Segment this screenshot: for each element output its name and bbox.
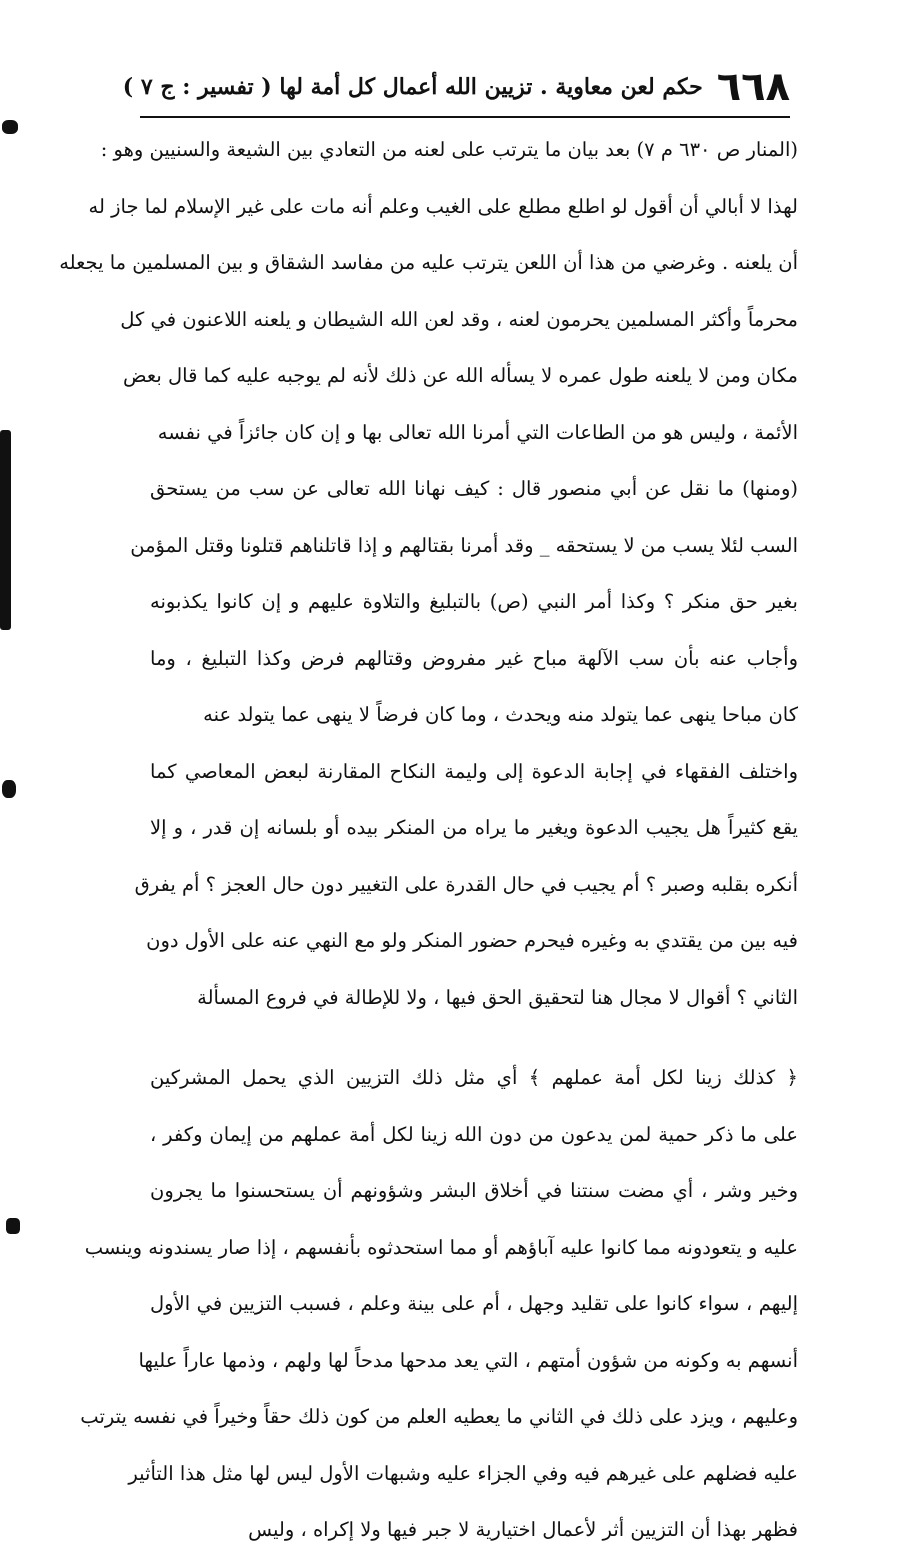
text-line: فيه بين من يقتدي به وغيره فيحرم حضور المنكر ولو مع النهي عنه على الأول دون — [146, 929, 798, 952]
margin-ink-blot — [6, 1218, 20, 1234]
text-line: بغير حق منكر ؟ وكذا أمر النبي (ص) بالتبليغ والتلاوة عليهم و إن كانوا يكذبونه — [150, 590, 798, 613]
paragraph — [130, 461, 798, 744]
text-line: أنكره بقلبه وصبر ؟ أم يجيب في حال القدرة على التغيير دون حال العجز ؟ أم يفرق — [134, 872, 798, 896]
margin-ink-blot — [2, 780, 16, 798]
text-line: الأئمة ، وليس هو من الطاعات التي أمرنا الله تعالى بها و إن كان جائزاً في نفسه — [157, 420, 798, 444]
header-rule — [140, 116, 790, 118]
body-text — [59, 122, 798, 1559]
text-line: مكان ومن لا يلعنه طول عمره لا يسأله الله عن ذلك لأنه لم يوجبه عليه كما قال بعض — [123, 364, 798, 387]
text-line: إليهم ، سواء كانوا على تقليد وجهل ، أم على بينة وعلم ، فسبب التزيين في الأول — [150, 1292, 798, 1315]
text-line: لهذا لا أبالي أن أقول لو اطلع مطلع على الغيب وعلم أنه مات على غير الإسلام لما جاز له — [88, 194, 798, 218]
text-line: ﴿ كذلك زينا لكل أمة عملهم ﴾ أي مثل ذلك التزيين الذي يحمل المشركين — [150, 1066, 798, 1089]
text-line: أنسهم به وكونه من شؤون أمتهم ، التي يعد مدحها مدحاً لها ولهم ، وذمها عاراً عليها — [138, 1348, 798, 1372]
text-line: الثاني ؟ أقوال لا مجال هنا لتحقيق الحق فيها ، ولا للإطالة في فروع المسألة — [197, 985, 798, 1009]
text-line: عليه و يتعودونه مما كانوا عليه آباؤهم أو مما استحدثوه بأنفسهم ، إذا صار يسندونه وينسب — [84, 1235, 798, 1259]
paragraph — [80, 1050, 798, 1559]
margin-ink-blot — [2, 120, 18, 134]
paragraph — [59, 122, 798, 461]
running-head: حكم لعن معاوية . تزيين الله أعمال كل أمة لها ( تفسير : ج ٧ ) — [122, 74, 703, 100]
text-line: السب لئلا يسب من لا يستحقه _ وقد أمرنا بقتالهم و إذا قاتلناهم قتلونا وقتل المؤمن — [130, 533, 798, 557]
page-header — [122, 62, 790, 112]
text-line: أن يلعنه . وغرضي من هذا أن اللعن يترتب عليه من مفاسد الشقاق و بين المسلمين ما يجعله — [59, 251, 798, 274]
text-line: وأجاب عنه بأن سب الآلهة مباح غير مفروض وقتالهم فرض وكذا التبليغ ، وما — [150, 646, 798, 670]
text-line: (ومنها) ما نقل عن أبي منصور قال : كيف نهانا الله تعالى عن سب من يستحق — [150, 477, 798, 500]
text-line: يقع كثيراً هل يجيب الدعوة ويغير ما يراه من المنكر بيده أو بلسانه إن قدر ، و إلا — [150, 816, 798, 839]
text-line: عليه فضلهم على غيرهم فيه وفي الجزاء عليه وشبهات الأول ليس لها مثل هذا التأثير — [128, 1461, 798, 1485]
text-line: كان مباحا ينهى عما يتولد منه ويحدث ، وما كان فرضاً لا ينهى عما يتولد عنه — [203, 703, 798, 726]
text-line: فظهر بهذا أن التزيين أثر لأعمال اختيارية لا جبر فيها ولا إكراه ، وليس — [248, 1518, 798, 1541]
binding-shadow — [0, 430, 11, 630]
page-number: ٦٦٨ — [716, 64, 790, 110]
paragraph — [134, 744, 798, 1027]
text-line: واختلف الفقهاء في إجابة الدعوة إلى وليمة النكاح المقارنة لبعض المعاصي كما — [150, 759, 798, 783]
text-line: على ما ذكر حمية لمن يدعون من دون الله زينا لكل أمة عملهم من إيمان وكفر ، — [150, 1122, 798, 1146]
text-line: محرماً وأكثر المسلمين يحرمون لعنه ، وقد لعن الله الشيطان و يلعنه اللاعنون في كل — [120, 307, 798, 331]
section-gap — [150, 1026, 798, 1050]
text-line: وعليهم ، ويزد على ذلك في الثاني ما يعطيه العلم من كون ذلك حقاً وخيراً في نفسه يترتب — [80, 1405, 798, 1428]
text-line: وخير وشر ، أي مضت سنتنا في أخلاق البشر وشؤونهم أن يستحسنوا ما يجرون — [150, 1179, 798, 1202]
text-line: (المنار ص ٦٣٠ م ٧) بعد بيان ما يترتب على لعنه من التعادي بين الشيعة والسنيين وهو : — [100, 138, 798, 161]
